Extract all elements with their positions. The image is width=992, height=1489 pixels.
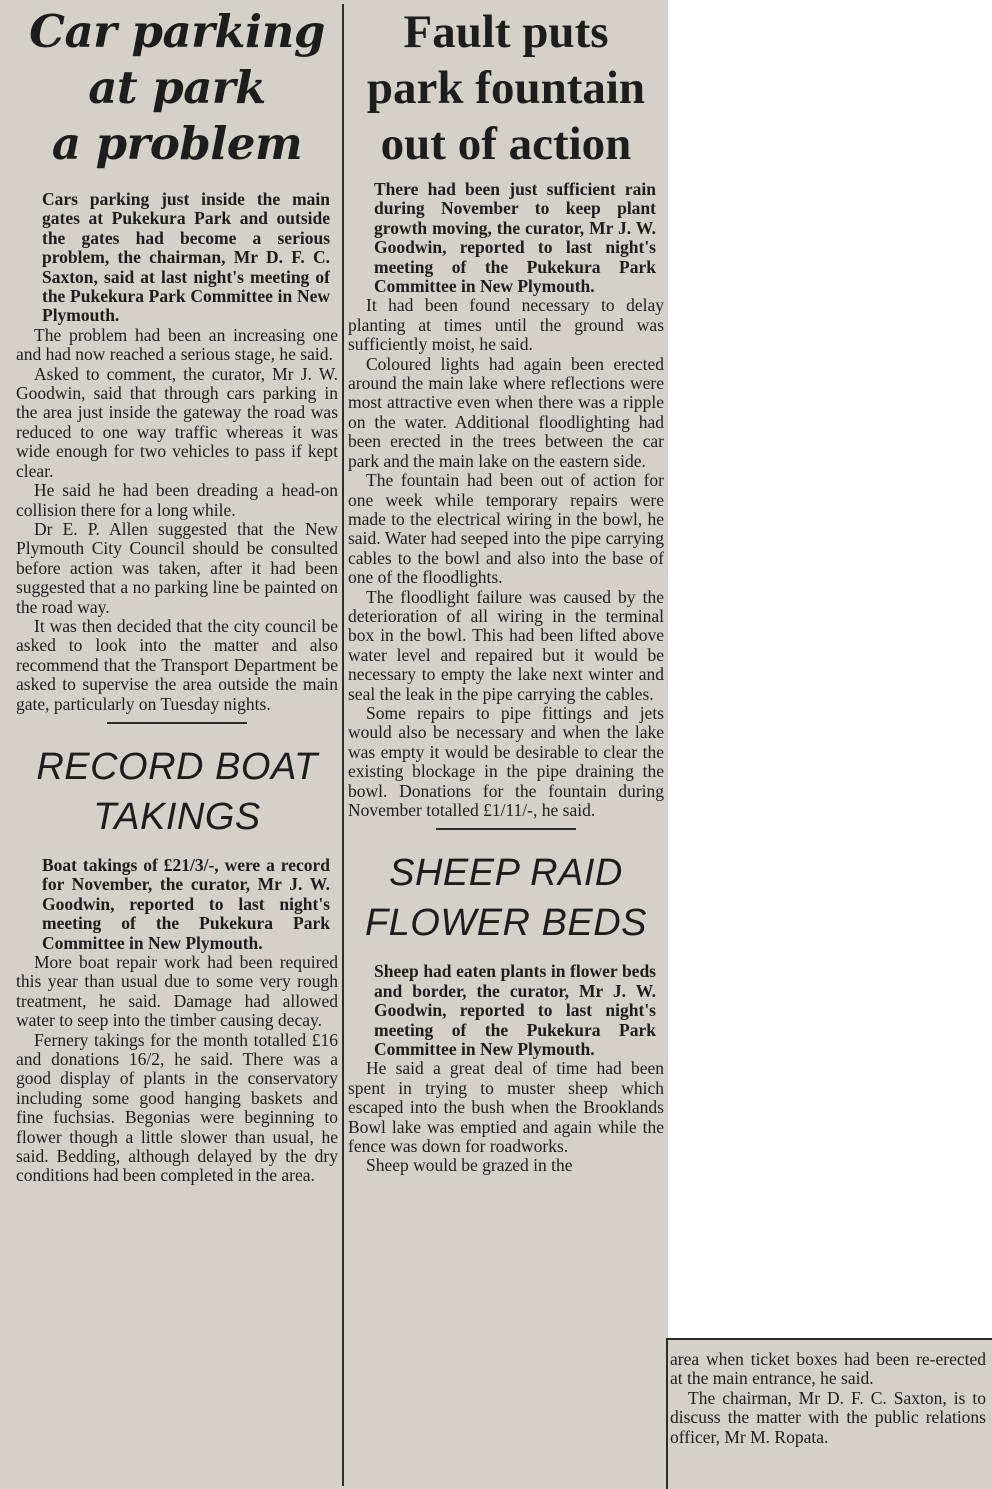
continuation-top-rule (668, 1338, 992, 1340)
column-rule (342, 4, 344, 1486)
article-fountain (348, 4, 664, 820)
body-paragraph: The fountain had been out of action for one week while temporary repairs were made to the electrical wiring in the bowl, he said. Water had seeped into the pipe carrying cables to the bowl and also into the base of one of the floodlights. (348, 470, 664, 588)
body-paragraph: Sheep would be grazed in the (366, 1155, 573, 1176)
story-separator (107, 722, 247, 724)
headline-record-boat-takings: RECORD BOAT TAKINGS (36, 745, 318, 838)
headline-fountain: Fault puts park fountain out of action (366, 6, 646, 170)
headline-sheep-raid: SHEEP RAID FLOWER BEDS (364, 852, 648, 945)
body-paragraph: It had been found necessary to delay planting at times until the ground was sufficiently moist, he said. (348, 295, 664, 355)
body-paragraph: Asked to comment, the curator, Mr J. W. Goodwin, said that through cars parking in the area just inside the gateway the road was reduced to one way traffic whereas it was wide enough for two vehicles to pass if kept clear. (16, 363, 338, 481)
body-paragraph: He said he had been dreading a head-on collision there for a long while. (16, 480, 338, 520)
column-rule (666, 1338, 668, 1489)
column-left (16, 4, 338, 1486)
continuation-paragraph: The chairman, Mr D. F. C. Saxton, is to discuss the matter with the public relations officer, Mr M. Ropata. (670, 1387, 986, 1447)
article-car-parking (16, 4, 338, 714)
article-record-boat-takings (16, 742, 338, 1186)
body-paragraph: Coloured lights had again been erected around the main lake where reflections were most attractive even when there was a ripple on the water. Additional floodlighting had been erected in the trees between the car park and the main lake on the eastern side. (348, 353, 664, 471)
lede-paragraph: Sheep had eaten plants in flower beds and border, the curator, Mr J. W. Goodwin, reported to last night's meeting of the Pukekura Park Committee in New Plymouth. (374, 961, 656, 1060)
lede-paragraph: There had been just sufficient rain during November to keep plant growth moving, the curator, Mr J. W. Goodwin, reported to last night's meeting of the Pukekura Park Committee in New Plymouth. (374, 179, 656, 297)
body-paragraph: The problem had been an increasing one and had now reached a serious stage, he said. (16, 324, 338, 365)
body-paragraph: Dr E. P. Allen suggested that the New Plymouth City Council should be consulted before action was taken, after it had been suggested that a no parking line be painted on the road way. (16, 518, 338, 617)
body-paragraph: It was then decided that the city council be asked to look into the matter and also recommend that the Transport Department be asked to supervise the area outside the main gate, particularly on Tuesday nights. (16, 615, 338, 714)
lede-paragraph: Cars parking just inside the main gates at Pukekura Park and outside the gates had become a serious problem, the chairman, Mr D. F. C. Saxton, said at last night's meeting of the Pukekura Park Committee in New Plymouth. (42, 189, 330, 326)
body-paragraph: Some repairs to pipe fittings and jets would also be necessary and when the lake was empty it would be desirable to clear the existing blockage in the pipe draining the bowl. Donations for the fountain during November totalled £1/11/-, he said. (348, 702, 664, 820)
headline-car-parking: Car parking at park a problem (29, 5, 325, 170)
body-paragraph: Fernery takings for the month totalled £16 and donations 16/2, he said. There was a good display of plants in the conservatory including some good hanging baskets and fine fuchsias. Begonias were beginning to flower though a little slower than usual, he said. Bedding, although delayed by the dry conditions had been completed in the area. (16, 1029, 338, 1186)
body-paragraph: He said a great deal of time had been spent in trying to muster sheep which escaped into the bush when the Brooklands Bowl lake was emptied and again while the fence was down for roadworks. (348, 1058, 664, 1157)
body-paragraph: More boat repair work had been required this year than usual due to some very rough treatment, he said. Damage had allowed water to seep into the timber causing decay. (16, 952, 338, 1031)
lede-paragraph: Boat takings of £21/3/-, were a record for November, the curator, Mr J. W. Goodwin, reported to last night's meeting of the Pukekura Park Committee in New Plymouth. (42, 854, 330, 953)
column-continuation (670, 1350, 986, 1486)
article-sheep-raid (348, 848, 664, 1175)
continuation-paragraph: area when ticket boxes had been re-erected at the main entrance, he said. (670, 1350, 986, 1389)
body-paragraph: The floodlight failure was caused by the deterioration of all wiring in the terminal box in the bowl. This had been lifted above water level and repaired but it would be necessary to empty the lake next winter and seal the leak in the pipe carrying the cables. (348, 586, 664, 704)
story-separator (436, 828, 576, 830)
column-right (348, 4, 664, 1486)
